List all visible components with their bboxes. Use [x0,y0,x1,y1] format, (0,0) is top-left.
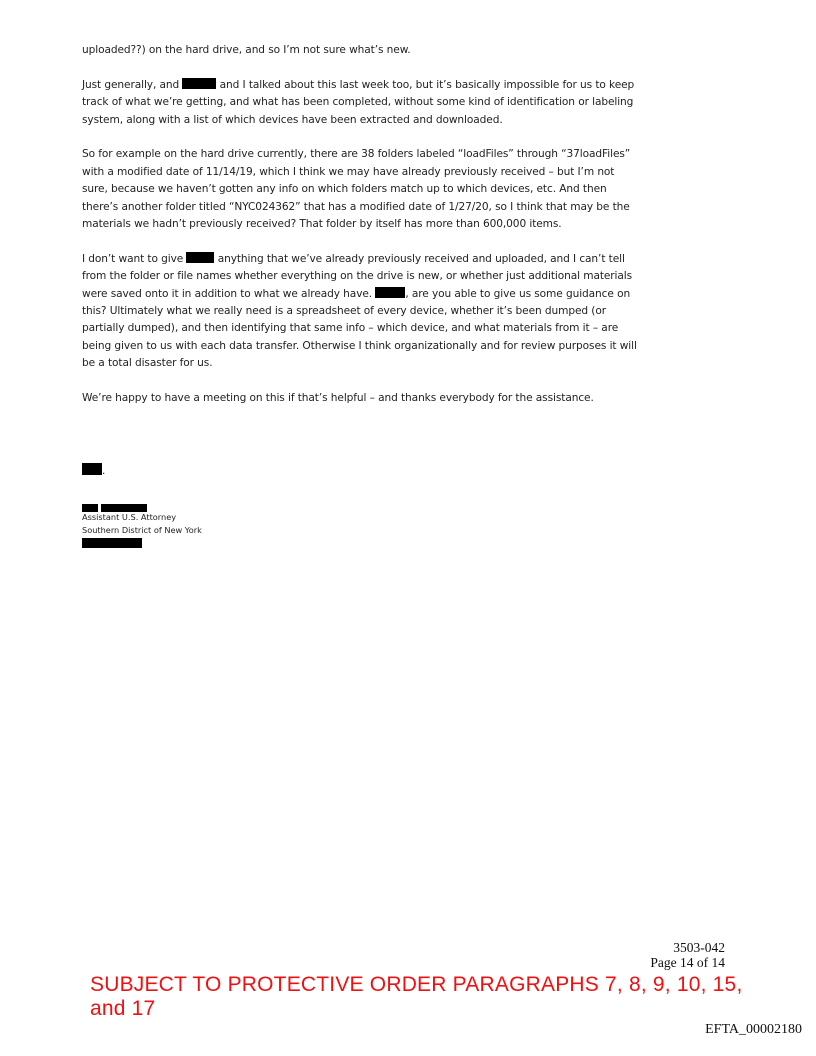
redaction-block [82,463,102,475]
paragraph-3: So for example on the hard drive currently, there are 38 folders labeled “loadFiles” through “37loadFiles” with a modified date of 11/14/19, which I think we may have already previously received – but I’m not sure, because we haven’t gotten any info on which folders match up to which devices, etc. And then there’s another folder titled “NYC024362” that has a modified date of 1/27/20, so I think that may be the materials we hadn’t previously received? That folder by itself has more than 600,000 items. [82,148,631,231]
signature-office: Southern District of New York [82,525,202,536]
redaction-block [182,78,216,89]
redaction-block [82,538,142,548]
paragraph-4: I don’t want to give anything that we’ve already previously received and uploaded, and I can’t tell from the folder or file names whether everything on the drive is new, or whether just additional materials were saved onto it in addition to what we already have. , are you able to give us some guidance on this? Ultimately what we really need is a spreadsheet of every device, whether it’s been dumped (or partially dumped), and then identifying that same info – which device, and what materials from it – are being given to us with each data transfer. Otherwise I think organizationally and for review purposes it will be a total disaster for us. [82,252,637,370]
paragraph-5: We’re happy to have a meeting on this if that’s helpful – and thanks everybody for the assistance. [82,392,594,405]
signature-block [82,502,202,551]
signature-initials: . [82,463,105,477]
document-id: 3503-042 [673,940,725,955]
paragraph-2: Just generally, and and I talked about this last week too, but it’s basically impossible for us to keep track of what we’re getting, and what has been completed, without some kind of identification or labeling system, along with a list of which devices have been extracted and downloaded. [82,78,635,126]
signature-title: Assistant U.S. Attorney [82,512,177,522]
paragraph-1: uploaded??) on the hard drive, and so I’m not sure what’s new. [82,44,411,56]
redaction-block [375,287,405,298]
page-footer [650,940,725,970]
protective-order-notice: SUBJECT TO PROTECTIVE ORDER PARAGRAPHS 7, 8, 9, 10, 15, and 17 [90,973,743,1020]
bates-number: EFTA_00002180 [705,1022,802,1037]
page-number: Page 14 of 14 [650,955,725,970]
email-body [82,42,642,425]
signature-name-redacted [82,502,202,511]
redaction-block [186,252,214,263]
